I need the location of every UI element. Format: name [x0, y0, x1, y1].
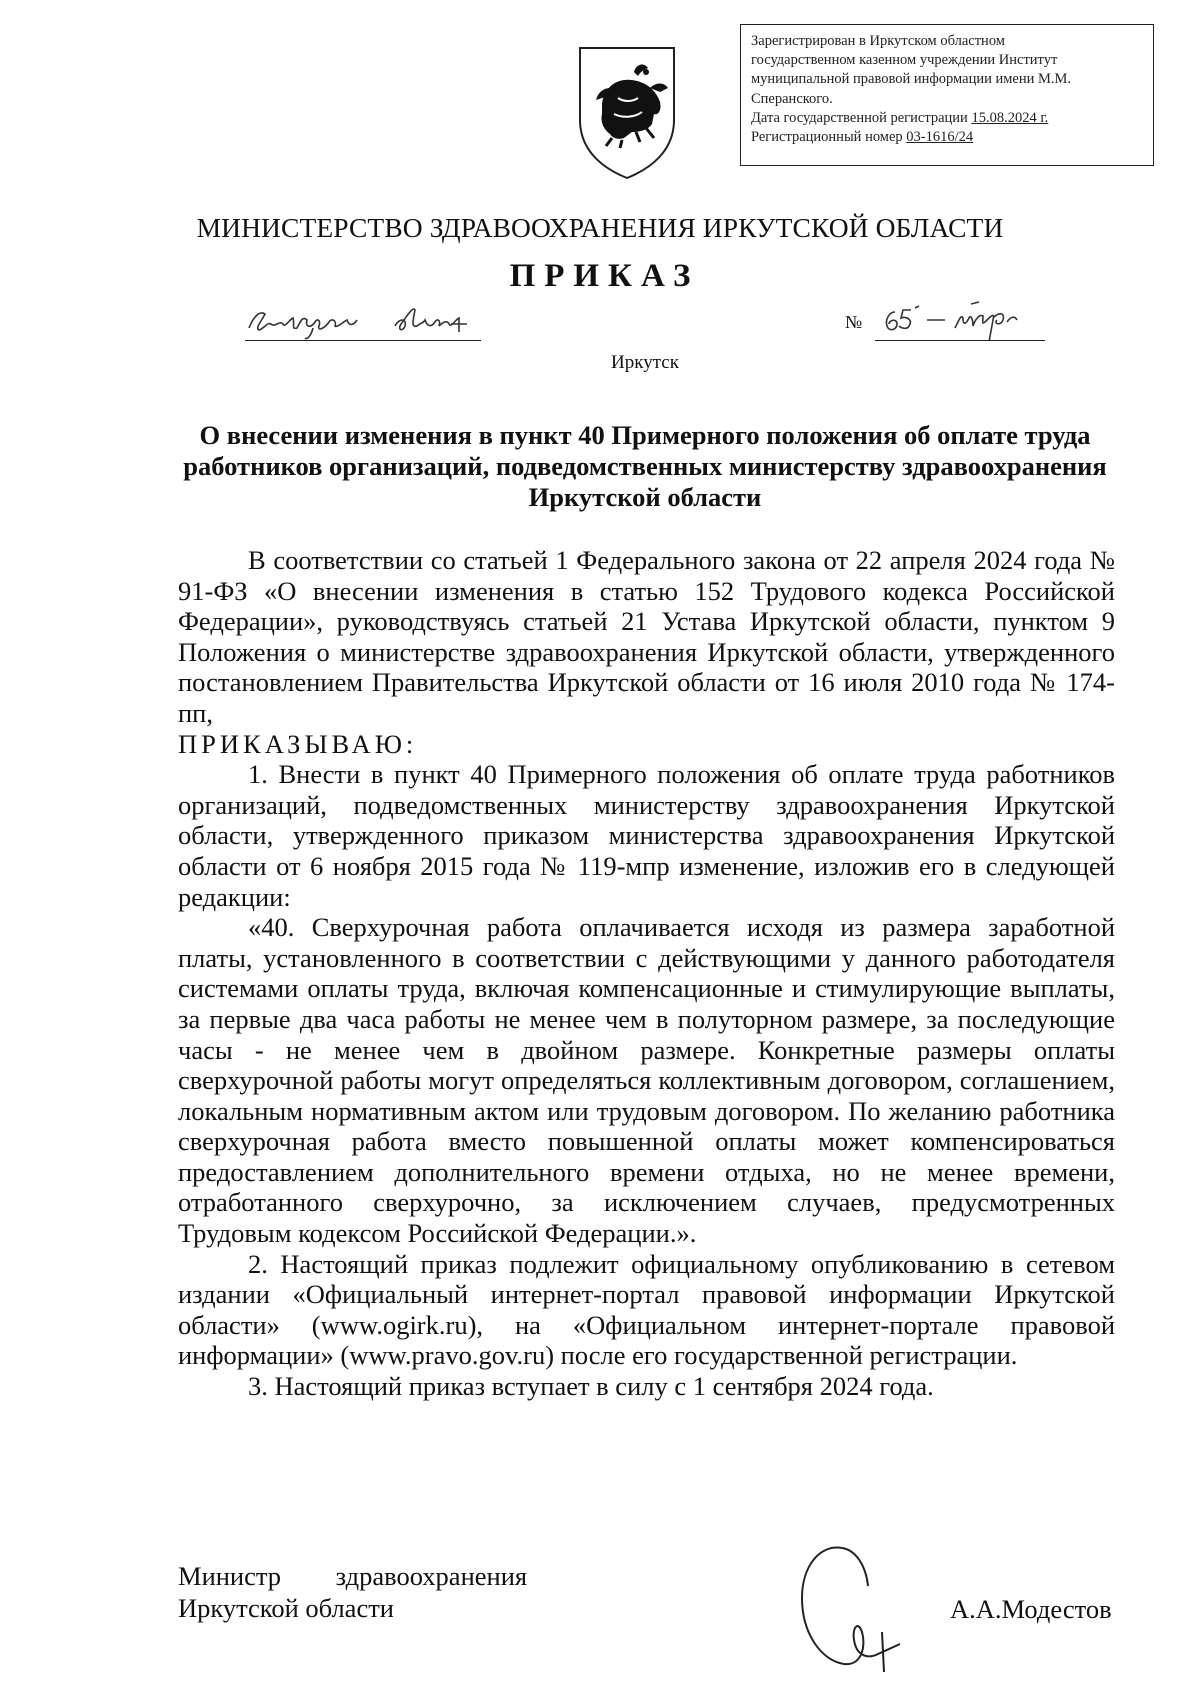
registration-date-label: Дата государственной регистрации: [751, 109, 968, 126]
registration-line: муниципальной правовой информации имени М.М.: [751, 71, 1072, 88]
signatory-name: А.А.Модестов: [950, 1594, 1112, 1624]
preamble-paragraph: В соответствии со статьей 1 Федерального закона от 22 апреля 2024 года № 91-ФЗ «О внесении изменения в статью 152 Трудового кодекса Российской Федерации», руководствуясь статьей 21 Устава Иркутской области, пунктом 9 Положения о министерстве здравоохранения Иркутской области, утвержденного постановлением Правительства Иркутской области от 16 июля 2010 года № 174-пп,: [178, 545, 1115, 728]
item-1-quote-paragraph: «40. Сверхурочная работа оплачивается исходя из размера заработной платы, установленного в соответствии с действующими у данного работодателя системами оплаты труда, включая компенсационные и стимулирующие выплаты, за первые два часа работы не менее чем в полуторном размере, за последующие часы - не менее чем в двойном размере. Конкретные размеры оплаты сверхурочной работы могут определяться коллективным договором, соглашением, локальным нормативным актом или трудовым договором. По желанию работника сверхурочная работа вместо повышенной оплаты может компенсироваться предоставлением дополнительного времени отдыха, но не менее времени, отработанного сверхурочно, за исключением случаев, предусмотренных Трудовым кодексом Российской Федерации.».: [178, 912, 1115, 1249]
signatory-role-line: Министр здравоохранения: [178, 1561, 528, 1591]
handwritten-signature: [782, 1536, 912, 1676]
registration-number-value: 03-1616/24: [906, 129, 974, 146]
item-1-paragraph: 1. Внести в пункт 40 Примерного положения об оплате труда работников организаций, подведомственных министерству здравоохранения Иркутской области, утвержденного приказом министерства здравоохранения Иркутской области от 6 ноября 2015 года № 119-мпр изменение, изложив его в следующей редакции:: [178, 759, 1115, 912]
registration-number-label: Регистрационный номер: [751, 129, 903, 146]
document-body: [178, 545, 1115, 1402]
registration-date-row: [751, 109, 1143, 128]
ministry-name: МИНИСТЕРСТВО ЗДРАВООХРАНЕНИЯ ИРКУТСКОЙ ОБЛАСТИ: [196, 212, 1004, 243]
document-type: ПРИКАЗ: [509, 258, 700, 294]
city-name: Иркутск: [611, 352, 679, 373]
decree-word: ПРИКАЗЫВАЮ:: [178, 728, 418, 759]
item-3-paragraph: 3. Настоящий приказ вступает в силу с 1 сентября 2024 года.: [248, 1371, 934, 1402]
registration-line: Сперанского.: [751, 90, 833, 107]
registration-line: Зарегистрирован в Иркутском областном: [751, 33, 1005, 49]
registration-number-row: [751, 128, 1143, 147]
handwritten-date-field: [245, 298, 481, 341]
signatory-role-line: Иркутской области: [178, 1593, 394, 1623]
handwritten-number-field: [875, 298, 1045, 341]
document-title: О внесении изменения в пункт 40 Примерного положения об оплате труда работников организаций, подведомственных министерству здравоохранения Иркутской области: [183, 420, 1107, 512]
coat-of-arms-emblem: [574, 42, 680, 182]
number-sign: №: [845, 312, 863, 332]
item-2-paragraph: 2. Настоящий приказ подлежит официальному опубликованию в сетевом издании «Официальный интернет-портал правовой информации Иркутской области» (www.ogirk.ru), на «Официальном интернет-портале правовой информации» (www.pravo.gov.ru) после его государственной регистрации.: [178, 1248, 1115, 1371]
registration-line: государственном казенном учреждении Институт: [751, 52, 1058, 69]
registration-stamp: [740, 24, 1154, 166]
registration-date-value: 15.08.2024 г.: [971, 109, 1049, 126]
handwritten-date-signature: [245, 298, 481, 340]
signatory-role: [178, 1560, 527, 1624]
handwritten-number-signature: [875, 298, 1045, 340]
